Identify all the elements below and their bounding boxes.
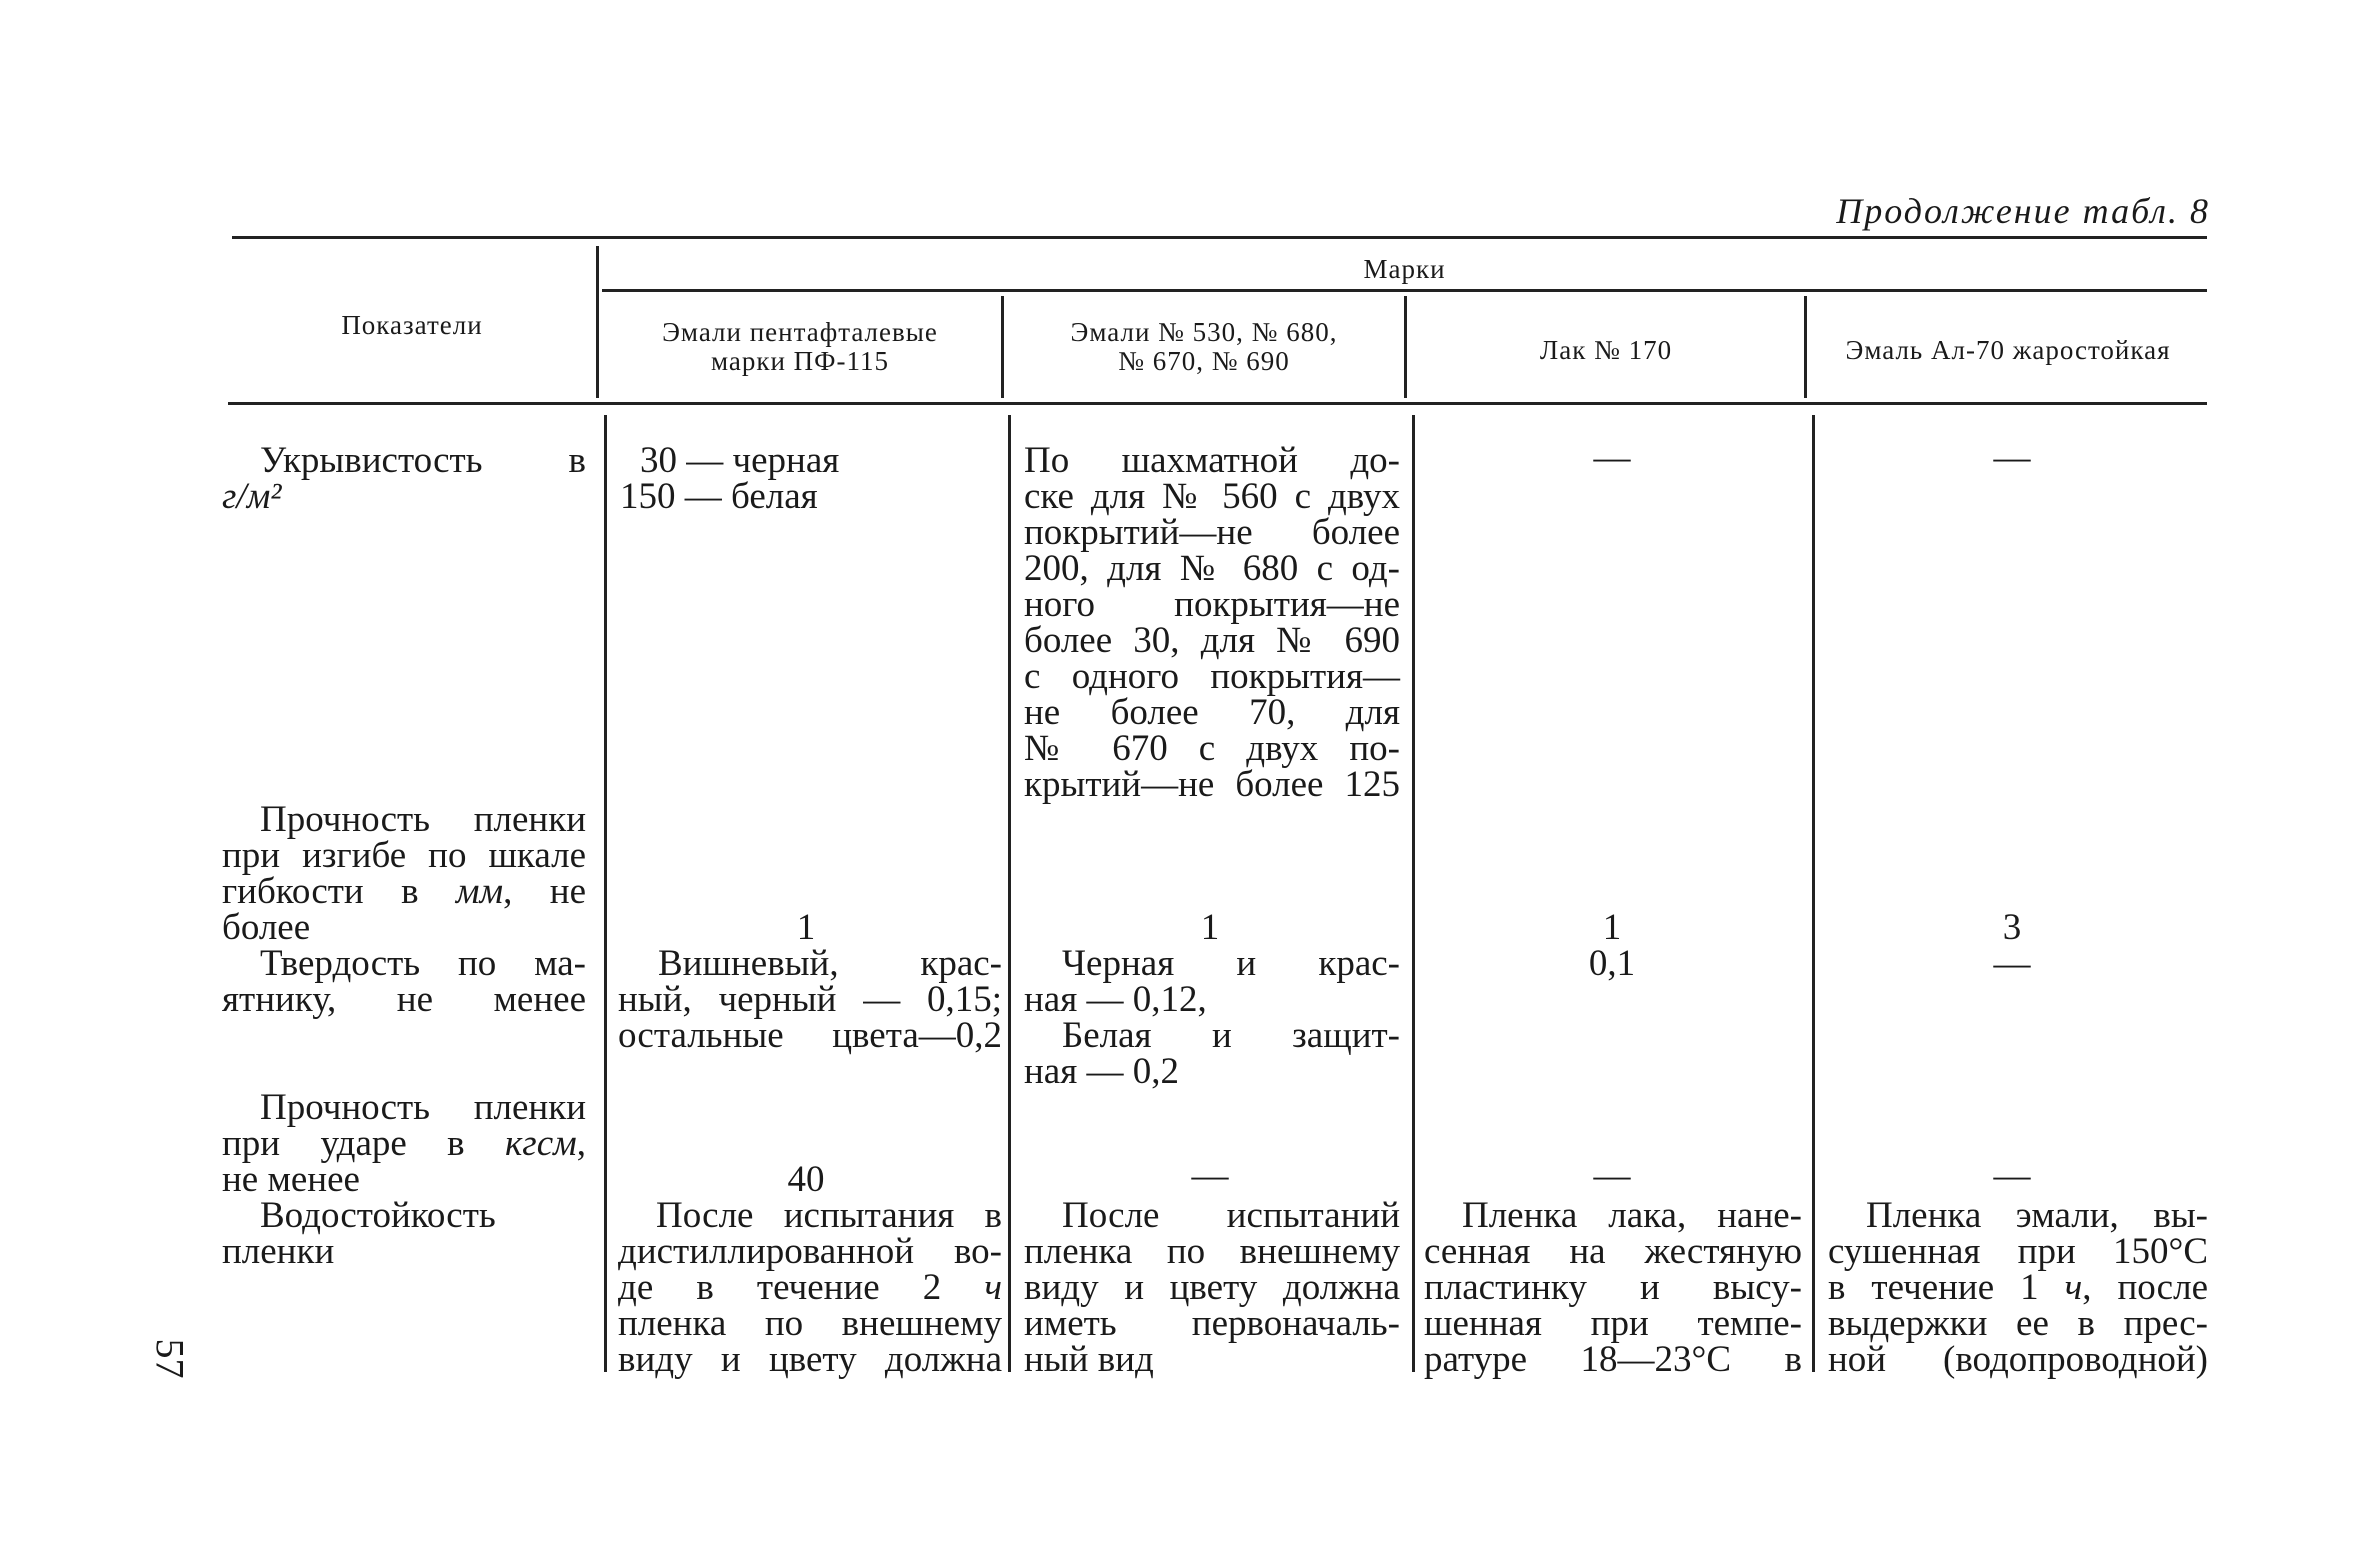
row-coverage-col1: 30 — черная 150 — белая (620, 440, 840, 517)
row-hardness-label: Твердость по ма- ятнику, не менее (222, 943, 586, 1020)
row-impact-label: Прочность пленки при ударе в кгсм, не менее (222, 1087, 586, 1200)
header-brands: Марки (1363, 254, 1446, 284)
row-coverage-col3: — (1593, 437, 1631, 478)
row-flex-label: Прочность пленки при изгибе по шкале гибкости в мм, не более (222, 799, 586, 948)
header-col3: Лак № 170 (1539, 335, 1673, 365)
row-impact-col2: — (1191, 1155, 1229, 1196)
header-col1: Эмали пентафталевые марки ПФ-115 (662, 317, 938, 376)
row-water-col4: Пленка эмали, вы- сушенная при 150°С в течение 1 ч, после выдержки ее в прес- ной (водопроводной) (1828, 1195, 2208, 1380)
body-divider-1 (604, 415, 607, 1372)
table-top-rule (232, 236, 2207, 239)
row-impact-col1: 40 (787, 1159, 825, 1200)
header-divider-2 (1001, 296, 1004, 398)
row-coverage-label: Укрывистость в г/м² (222, 440, 586, 517)
row-flex-col3: 1 (1602, 907, 1622, 948)
row-impact-col4: — (1993, 1155, 2031, 1196)
row-water-col1: После испытания в дистиллированной во- де в течение 2 ч пленка по внешнему виду и цвету должна (618, 1195, 1002, 1380)
row-water-col2: После испытаний пленка по внешнему виду и цвету должна иметь первоначаль- ный вид (1024, 1195, 1400, 1380)
header-bottom-rule (228, 402, 2207, 405)
header-divider-4 (1804, 296, 1807, 398)
row-hardness-col1: Вишневый, крас- ный, черный — 0,15; остальные цвета—0,2 (618, 943, 1002, 1056)
page-number: 57 (147, 1338, 193, 1379)
table-caption: Продолжение табл. 8 (1836, 191, 2210, 231)
header-col4: Эмаль Ал-70 жаростойкая (1845, 335, 2171, 365)
row-flex-col4: 3 (2002, 907, 2022, 948)
row-flex-col2: 1 (1200, 907, 1220, 948)
body-divider-3 (1412, 415, 1415, 1372)
row-water-col3: Пленка лака, нане- сенная на жестяную пластинку и высу- шенная при темпе- ратуре 18—23°С в (1424, 1195, 1802, 1380)
row-coverage-col2: По шахматной до- ске для № 560 с двух покрытий—не более 200, для № 680 с од- ного покрытия—не более 30, для № 690 с одного покрытия— не более 70, для № 670 с двух по- крытий—не более 125 (1024, 440, 1400, 805)
row-hardness-col3: 0,1 (1588, 943, 1636, 984)
body-divider-2 (1008, 415, 1011, 1372)
brands-rule (602, 289, 2207, 292)
row-impact-col3: — (1593, 1155, 1631, 1196)
row-hardness-col2: Черная и крас- ная — 0,12, Белая и защит- ная — 0,2 (1024, 943, 1400, 1092)
header-divider-3 (1404, 296, 1407, 398)
row-flex-col1: 1 (796, 907, 816, 948)
body-divider-4 (1812, 415, 1815, 1372)
header-divider-1 (596, 246, 599, 398)
row-water-label: Водостойкость пленки (222, 1195, 496, 1272)
row-hardness-col4: — (1993, 943, 2031, 984)
header-col2: Эмали № 530, № 680, № 670, № 690 (1070, 317, 1338, 376)
header-indicators: Показатели (341, 310, 483, 340)
row-coverage-col4: — (1993, 437, 2031, 478)
